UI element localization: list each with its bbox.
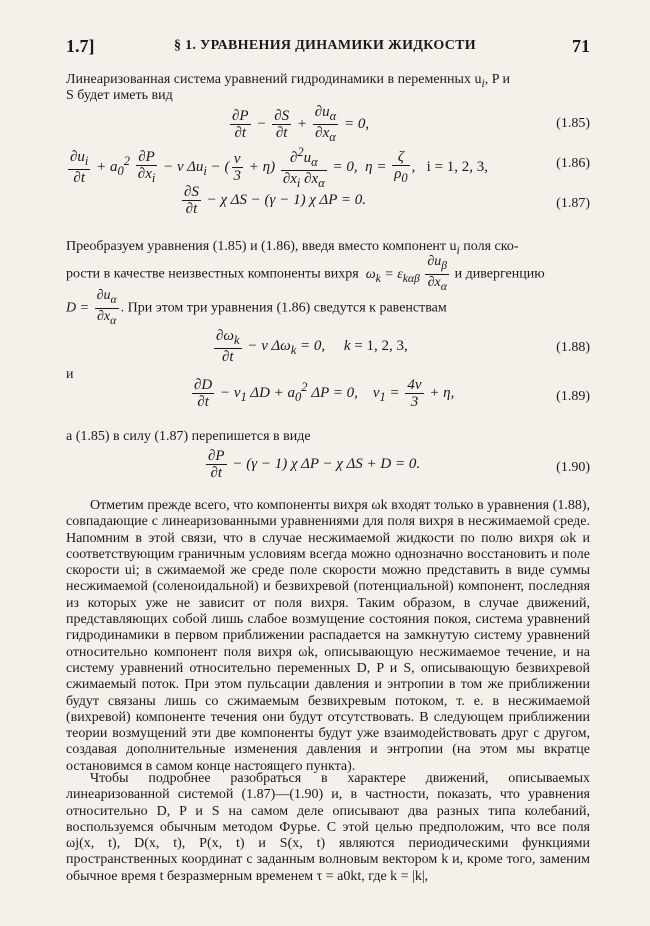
transform-line-2: рости в качестве неизвестных компоненты вихря $\omega_k = \varepsilon_{k\alpha\beta}$ $\frac{\partial u_\beta}{\partial x_\alpha}$ и дивергенцию (66, 254, 545, 293)
section-number: 1.7] (66, 36, 95, 56)
eq-number-1-85: (1.85) (556, 116, 590, 131)
intro-line-2: S будет иметь вид (66, 88, 173, 103)
equation-1-87: $\frac{\partial S}{\partial t}$ − χ ΔS − (γ − 1) χ ΔP = 0. (184, 184, 366, 217)
eq-number-1-89: (1.89) (556, 389, 590, 404)
equation-1-89: $\frac{\partial D}{\partial t}$ − $\nu_1$ $\Delta D + a_0^2$ ΔP = 0, $\nu_1$ = $\frac{4\nu}{3}$ + η, (194, 377, 455, 410)
eq-number-1-88: (1.88) (556, 340, 590, 355)
paragraph-vortex-discussion: Отметим прежде всего, что компоненты вихря ωk входят только в уравнения (1.88), совпадающие с линеаризованными уравнениями для поля вихря в несжимаемой среде. Напомним в этой связи, что в случае несжимаемой жидкости по полю вихря ωk и соответствующим граничным условиям всегда можно однозначно восстановить и поле скорости ui; в сжимаемой же среде поле скорости можно представить в виде суммы несжимаемой (соленоидальной) и безвихревой (потенциальной) компонент, последняя из которых уже не зависит от поля вихря. Таким образом, в случае движений, представляющих собой лишь слабое возмущение состояния покоя, система уравнений гидродинамики в первом приближении распадается на замкнутую систему уравнений относительно компонент поля вихря ωk, описывающую несжимаемое течение, и на систему уравнений относительно переменных D, P и S, описывающую безвихревой сжимаемый поток. При этом пульсации давления и энтропии в том же приближении будут связаны лишь со сжимаемым безвихревым потоком, т. е. в несжимаемой (вихревой) компоненте течения они будут отсутствовать. В следующем приближении теории возмущений эти две компоненты будут уже взаимодействовать друг с другом, создавая дополнительные изменения давления и энтропии (на этом мы вкратце остановимся в самом конце настоящего пункта). (66, 498, 590, 774)
equation-1-86: $\frac{\partial u_i}{\partial t}$ + $a_0^2$ $\frac{\partial P}{\partial x_i}$ − ν $\Delta u_i$ − ( $\frac{\nu}{3}$ + η) $\frac{\partial^2u_\alpha}{\partial x_i \partial x_\alpha}$ = 0, η = $\frac{\zeta}{\rho_0}$ , i = 1, 2, 3, (70, 145, 489, 190)
eq-number-1-86: (1.86) (556, 156, 590, 171)
equation-1-88: $\frac{\partial\omega_k}{\partial t}$ − ν $\Delta\omega_k = 0$, k = 1, 2, 3, (216, 328, 408, 365)
eq-number-1-90: (1.90) (556, 460, 590, 475)
transform-line-3: D = $\frac{\partial u_\alpha}{\partial x_\alpha}$ . При этом три уравнения (1.86) сведутся к равенствам (66, 288, 447, 327)
page-number: 71 (572, 36, 590, 56)
equation-1-90: $\frac{\partial P}{\partial t}$ − (γ − 1) χ ΔP − χ ΔS + D = 0. (208, 448, 421, 481)
equation-1-85: $\frac{\partial P}{\partial t}$ − $\frac{\partial S}{\partial t}$ + $\frac{\partial u_\alpha}{\partial x_\alpha}$ = 0, (232, 104, 370, 144)
running-header (66, 36, 590, 58)
transform-line-1: Преобразуем уравнения (1.85) и (1.86), введя вместо компонент $u_i$ поля ско- (66, 239, 519, 257)
and-word: и (66, 367, 74, 382)
rewrite-line: а (1.85) в силу (1.87) перепишется в виде (66, 429, 311, 444)
eq-number-1-87: (1.87) (556, 196, 590, 211)
intro-line-1: Линеаризованная система уравнений гидродинамики в переменных $u_i$, P и (66, 72, 510, 90)
paragraph-fourier-method: Чтобы подробнее разобраться в характере движений, описываемых линеаризованной системой (1.87)—(1.90) и, в частности, показать, что уравнения относительно D, P и S на самом деле описывают два разных типа колебаний, воспользуемся обычным методом Фурье. С этой целью предположим, что все поля ωj(x, t), D(x, t), P(x, t) и S(x, t) являются периодическими функциями пространственных координат с заданным волновым вектором k и, кроме того, заменим обычное время t безразмерным временем τ = a0kt, где k = |k|, (66, 771, 590, 884)
chapter-title: § 1. УРАВНЕНИЯ ДИНАМИКИ ЖИДКОСТИ (174, 38, 476, 53)
